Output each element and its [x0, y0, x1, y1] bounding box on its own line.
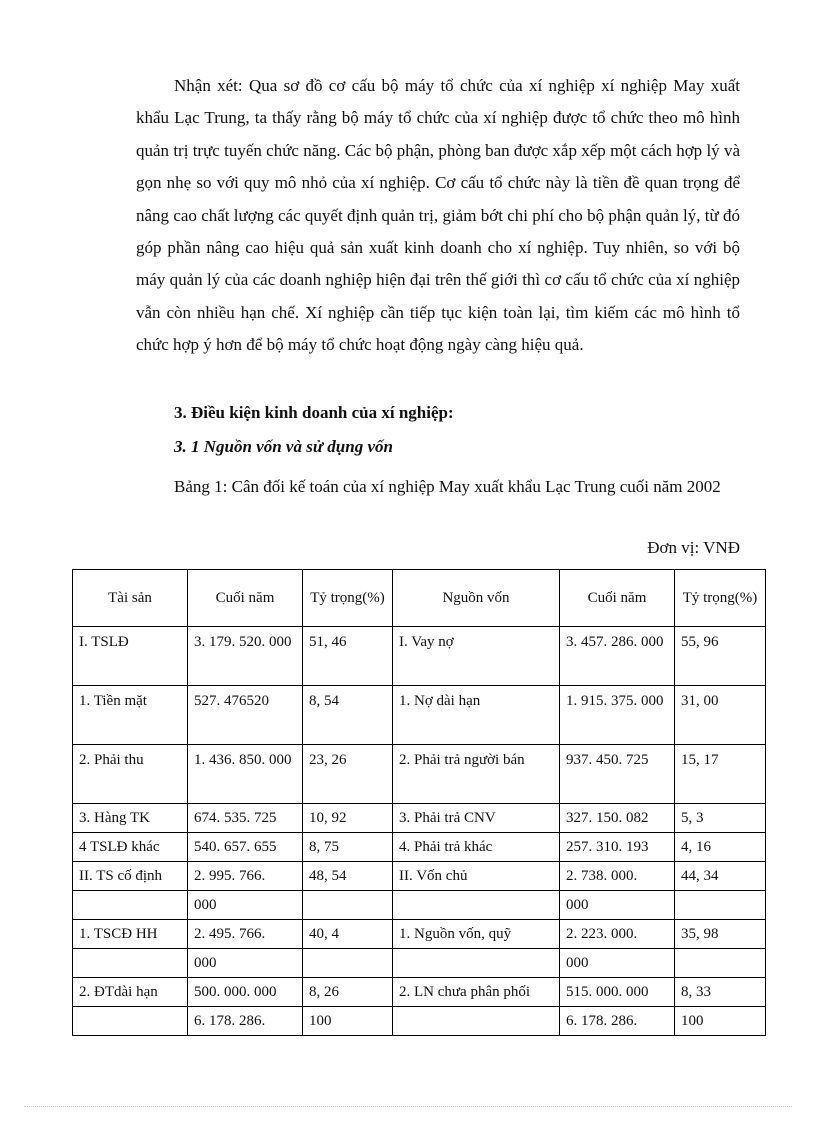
table-cell: 000: [188, 949, 303, 978]
table-cell: 2. Phải thu: [73, 745, 188, 804]
table-cell: 540. 657. 655: [188, 833, 303, 862]
unit-label: Đơn vị: VNĐ: [647, 538, 740, 557]
table-cell: 4, 16: [675, 833, 766, 862]
table-row: [73, 833, 766, 862]
table-cell: II. TS cố định: [73, 862, 188, 891]
table-cell: 8, 26: [303, 978, 393, 1007]
table-cell: 6. 178. 286.: [560, 1007, 675, 1036]
table-row: [73, 627, 766, 686]
table-header-row: [73, 570, 766, 627]
table-cell: 000: [560, 949, 675, 978]
table-cell: 1. Nguồn vốn, quỹ: [393, 920, 560, 949]
table-cell: 1. Tiền mặt: [73, 686, 188, 745]
subsection-heading: 3. 1 Nguồn vốn và sử dụng vốn: [174, 437, 393, 456]
table-cell: 515. 000. 000: [560, 978, 675, 1007]
table-cell: 5, 3: [675, 804, 766, 833]
header-year-end-capital: Cuối năm: [560, 570, 675, 627]
table-cell: 1. 436. 850. 000: [188, 745, 303, 804]
table-cell: 527. 476520: [188, 686, 303, 745]
table-cell: 3. Hàng TK: [73, 804, 188, 833]
table-cell: 100: [303, 1007, 393, 1036]
table-cell: [393, 949, 560, 978]
table-cell: 937. 450. 725: [560, 745, 675, 804]
table-cell: 327. 150. 082: [560, 804, 675, 833]
table-cell: 100: [675, 1007, 766, 1036]
table-cell: 6. 178. 286.: [188, 1007, 303, 1036]
table-cell: 1. Nợ dài hạn: [393, 686, 560, 745]
table-cell: 3. 179. 520. 000: [188, 627, 303, 686]
table-cell: 35, 98: [675, 920, 766, 949]
table-cell: [675, 949, 766, 978]
table-cell: [303, 891, 393, 920]
table-cell: [303, 949, 393, 978]
table-cell: 000: [560, 891, 675, 920]
table-caption: Bảng 1: Cân đối kế toán của xí nghiệp May xuất khẩu Lạc Trung cuối năm 2002: [174, 477, 721, 496]
table-row: [73, 949, 766, 978]
table-row: [73, 686, 766, 745]
table-row: [73, 804, 766, 833]
table-cell: 4 TSLĐ khác: [73, 833, 188, 862]
table-cell: 8, 54: [303, 686, 393, 745]
table-cell: 31, 00: [675, 686, 766, 745]
table-cell: 8, 33: [675, 978, 766, 1007]
table-cell: 8, 75: [303, 833, 393, 862]
table-cell: 000: [188, 891, 303, 920]
header-year-end-assets: Cuối năm: [188, 570, 303, 627]
table-row: [73, 1007, 766, 1036]
header-ratio-capital: Tỷ trọng(%): [675, 570, 766, 627]
table-cell: [393, 1007, 560, 1036]
table-cell: 2. ĐTdài hạn: [73, 978, 188, 1007]
table-cell: [393, 891, 560, 920]
table-cell: 23, 26: [303, 745, 393, 804]
page-bottom-divider: [24, 1106, 792, 1107]
table-cell: 3. 457. 286. 000: [560, 627, 675, 686]
table-cell: [73, 1007, 188, 1036]
table-cell: 2. Phải trả người bán: [393, 745, 560, 804]
table-cell: 15, 17: [675, 745, 766, 804]
table-cell: 674. 535. 725: [188, 804, 303, 833]
table-cell: 2. 738. 000.: [560, 862, 675, 891]
table-cell: 51, 46: [303, 627, 393, 686]
table-cell: [675, 891, 766, 920]
table-cell: I. TSLĐ: [73, 627, 188, 686]
table-cell: 40, 4: [303, 920, 393, 949]
table-row: [73, 978, 766, 1007]
table-cell: 1. TSCĐ HH: [73, 920, 188, 949]
table-cell: 2. 495. 766.: [188, 920, 303, 949]
table-cell: 500. 000. 000: [188, 978, 303, 1007]
table-cell: 2. 223. 000.: [560, 920, 675, 949]
table-row: [73, 891, 766, 920]
header-assets: Tài sản: [73, 570, 188, 627]
table-cell: 257. 310. 193: [560, 833, 675, 862]
table-cell: 48, 54: [303, 862, 393, 891]
table-cell: 55, 96: [675, 627, 766, 686]
section-heading: 3. Điều kiện kinh doanh của xí nghiệp:: [174, 403, 454, 422]
table-cell: [73, 949, 188, 978]
table-cell: II. Vốn chủ: [393, 862, 560, 891]
table-row: [73, 862, 766, 891]
table-cell: I. Vay nợ: [393, 627, 560, 686]
table-cell: 1. 915. 375. 000: [560, 686, 675, 745]
table-cell: 2. LN chưa phân phối: [393, 978, 560, 1007]
table-cell: 2. 995. 766.: [188, 862, 303, 891]
balance-sheet-table: [72, 569, 766, 1036]
table-cell: 44, 34: [675, 862, 766, 891]
table-row: [73, 920, 766, 949]
header-ratio-assets: Tỷ trọng(%): [303, 570, 393, 627]
table-cell: 4. Phải trả khác: [393, 833, 560, 862]
table-row: [73, 745, 766, 804]
table-cell: 3. Phải trả CNV: [393, 804, 560, 833]
table-cell: 10, 92: [303, 804, 393, 833]
remark-paragraph: Nhận xét: Qua sơ đồ cơ cấu bộ máy tổ chức của xí nghiệp xí nghiệp May xuất khẩu Lạc Trung, ta thấy rằng bộ máy tổ chức của xí nghiệp được tổ chức theo mô hình quản trị trực tuyến chức năng. Các bộ phận, phòng ban được xắp xếp một cách hợp lý và gọn nhẹ so với quy mô nhỏ của xí nghiệp. Cơ cấu tổ chức này là tiền đề quan trọng để nâng cao chất lượng các quyết định quản trị, giảm bớt chi phí cho bộ phận quản lý, từ đó góp phần nâng cao hiệu quả sản xuất kinh doanh cho xí nghiệp. Tuy nhiên, so với bộ máy quản lý của các doanh nghiệp hiện đại trên thế giới thì cơ cấu tổ chức của xí nghiệp vẫn còn nhiều hạn chế. Xí nghiệp cần tiếp tục kiện toàn lại, tìm kiếm các mô hình tổ chức hợp ý hơn để bộ máy tổ chức hoạt động ngày càng hiệu quả.: [136, 76, 740, 355]
header-capital-sources: Nguồn vốn: [393, 570, 560, 627]
table-cell: [73, 891, 188, 920]
